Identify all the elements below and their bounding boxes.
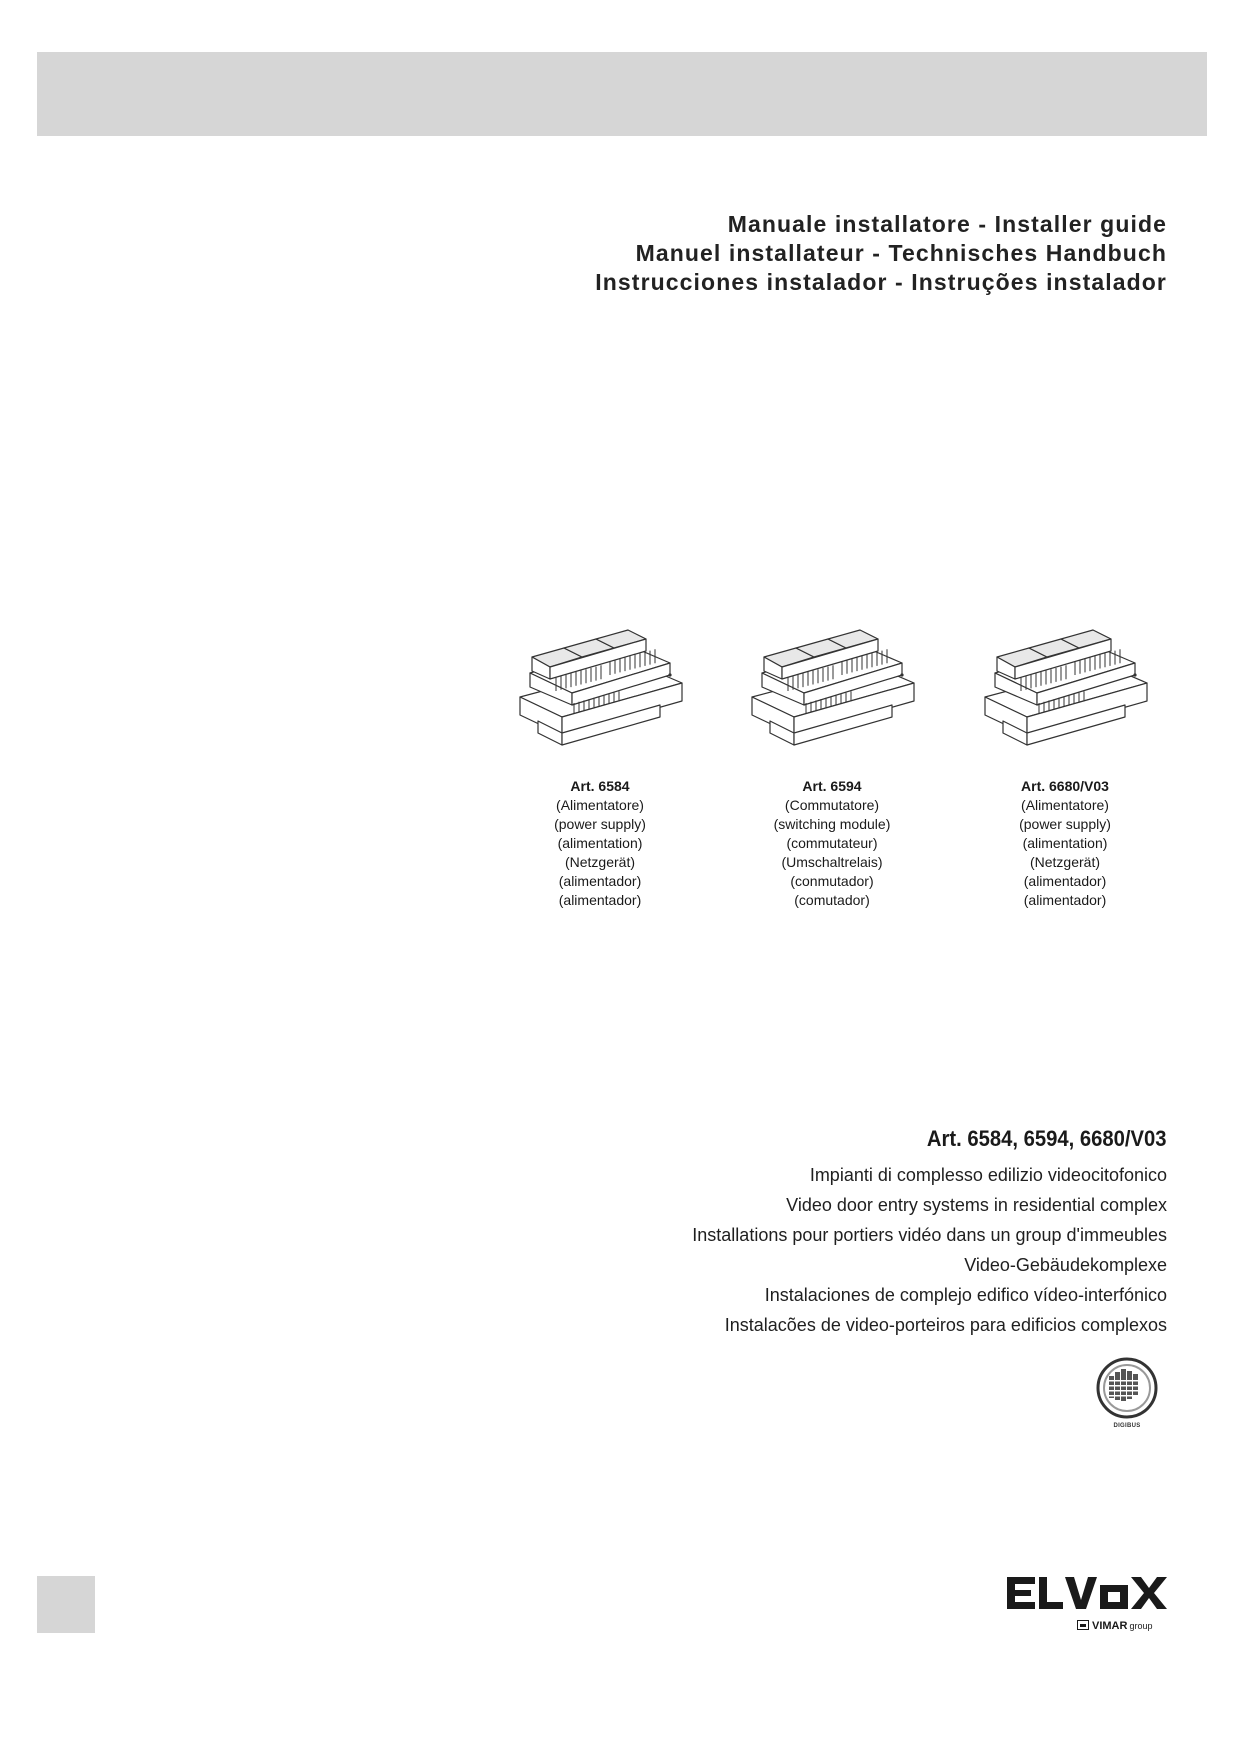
subtitle-line: Video door entry systems in residential complex	[786, 1195, 1167, 1215]
product-desc: (alimentador)	[558, 892, 642, 908]
product-desc: (alimentador)	[558, 873, 642, 889]
product-desc: (switching module)	[773, 816, 891, 832]
digibus-label: DIGIBUS	[1113, 1423, 1141, 1429]
guide-title-line: Manuel installateur - Technisches Handbuch	[635, 240, 1167, 266]
product-6594	[732, 605, 932, 910]
vimar-group-mark	[1077, 1620, 1152, 1632]
product-desc: (Alimentatore)	[556, 797, 644, 813]
product-desc: (comutador)	[794, 892, 870, 908]
guide-title-line: Manuale installatore - Installer guide	[727, 211, 1167, 237]
elvox-logo	[1007, 1573, 1167, 1613]
product-illustrations	[500, 605, 1180, 925]
product-desc: (conmutador)	[790, 873, 874, 889]
vimar-name: VIMAR	[1092, 1620, 1128, 1632]
product-6680-v03	[965, 605, 1165, 910]
product-desc: (alimentation)	[557, 835, 643, 851]
product-desc: (Commutatore)	[784, 797, 880, 813]
product-desc: (Alimentatore)	[1021, 797, 1109, 813]
product-desc: (alimentador)	[1023, 892, 1107, 908]
guide-title-line: Instrucciones instalador - Instruções instalador	[595, 269, 1167, 295]
subtitle-line: Instalaciones de complejo edifico vídeo-interfónico	[764, 1285, 1167, 1305]
din-rail-module-icon	[510, 605, 690, 765]
subtitle-line: Installations pour portiers vidéo dans un group d'immeubles	[692, 1225, 1167, 1245]
product-desc: (commutateur)	[786, 835, 878, 851]
guide-titles	[595, 210, 1167, 297]
product-desc: (Netzgerät)	[564, 854, 636, 870]
product-desc: (power supply)	[554, 816, 646, 832]
din-rail-module-icon	[742, 605, 922, 765]
product-6584	[500, 605, 700, 910]
product-desc: (alimentador)	[1023, 873, 1107, 889]
footer-square	[37, 1576, 95, 1633]
header-band	[37, 52, 1207, 136]
product-article: Art. 6594	[802, 778, 862, 794]
system-subtitles	[692, 1160, 1167, 1340]
product-article: Art. 6584	[570, 778, 630, 794]
vimar-square-icon	[1077, 1620, 1089, 1630]
article-heading: Art. 6584, 6594, 6680/V03	[927, 1126, 1167, 1151]
subtitle-line: Impianti di complesso edilizio videocitofonico	[809, 1165, 1167, 1185]
product-article: Art. 6680/V03	[1021, 778, 1109, 794]
subtitle-line: Instalacões de video-porteiros para edificios complexos	[724, 1315, 1167, 1335]
product-desc: (Umschaltrelais)	[781, 854, 883, 870]
product-desc: (alimentation)	[1022, 835, 1108, 851]
vimar-group-suffix: group	[1129, 1621, 1153, 1631]
din-rail-module-icon	[975, 605, 1155, 765]
product-desc: (Netzgerät)	[1029, 854, 1101, 870]
subtitle-line: Video-Gebäudekomplexe	[964, 1255, 1167, 1275]
product-desc: (power supply)	[1019, 816, 1111, 832]
